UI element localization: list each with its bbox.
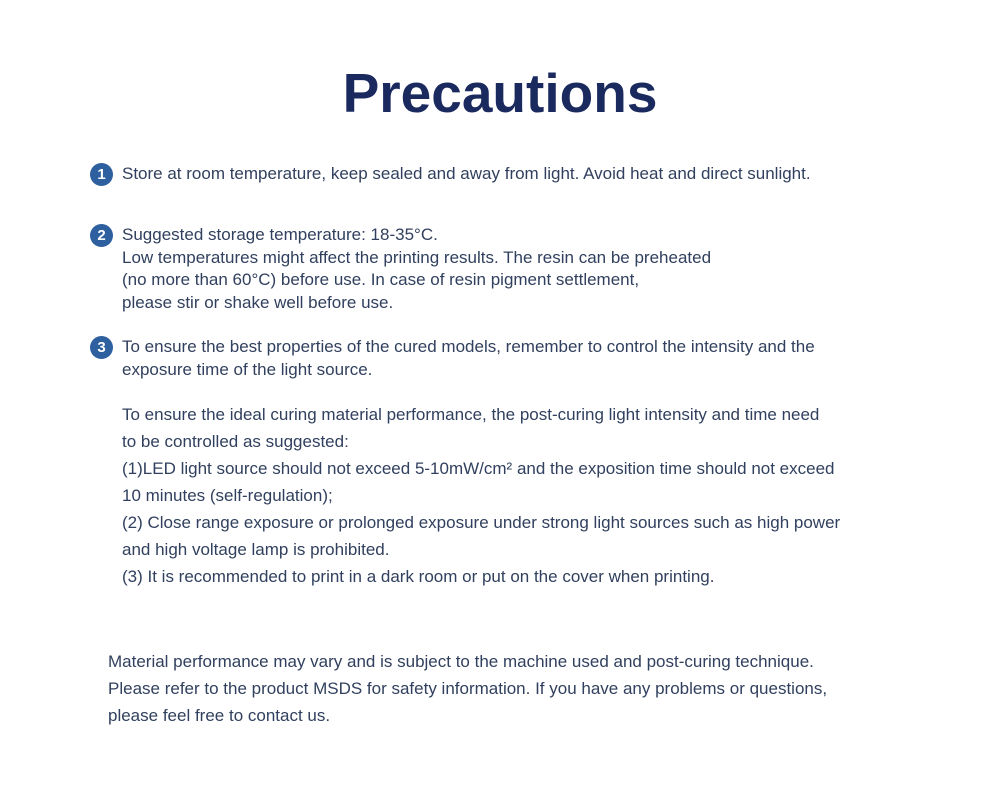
curing-note-line: 10 minutes (self-regulation);: [122, 486, 333, 505]
precautions-page: [0, 58, 1000, 800]
page-title: Precautions: [342, 62, 658, 124]
item-2-number-badge: 2: [90, 224, 113, 247]
item-3-line: To ensure the best properties of the cured models, remember to control the intensity and the: [122, 337, 815, 356]
item-3-number-badge: 3: [90, 336, 113, 359]
footer-note-paragraph: [108, 648, 1000, 729]
footer-note-line: Material performance may vary and is subject to the machine used and post-curing technique.: [108, 652, 814, 671]
curing-note-paragraph: [122, 401, 1000, 590]
item-2-text: [122, 224, 711, 314]
footer-note-line: please feel free to contact us.: [108, 706, 331, 725]
curing-note-line: and high voltage lamp is prohibited.: [122, 540, 390, 559]
curing-note-line: (1)LED light source should not exceed 5-10mW/cm² and the exposition time should not exceed: [122, 459, 835, 478]
curing-note-line: (3) It is recommended to print in a dark room or put on the cover when printing.: [122, 567, 715, 586]
precaution-item-1: [90, 163, 1000, 186]
item-1-text: [122, 163, 811, 186]
item-2-line: Low temperatures might affect the printing results. The resin can be preheated: [122, 247, 712, 267]
item-3-text: [122, 336, 815, 381]
item-3-line: exposure time of the light source.: [122, 359, 373, 379]
item-2-line: Suggested storage temperature: 18-35°C.: [122, 225, 438, 244]
item-2-line: please stir or shake well before use.: [122, 292, 394, 312]
precaution-item-2: [90, 224, 1000, 314]
item-2-line: (no more than 60°C) before use. In case of resin pigment settlement,: [122, 270, 640, 289]
footer-note-line: Please refer to the product MSDS for safety information. If you have any problems or questions,: [108, 679, 828, 698]
curing-note-line: To ensure the ideal curing material performance, the post-curing light intensity and time need: [122, 405, 820, 424]
precaution-item-3: [90, 336, 1000, 381]
item-1-number-badge: 1: [90, 163, 113, 186]
curing-note-line: to be controlled as suggested:: [122, 432, 349, 451]
item-1-line: Store at room temperature, keep sealed and away from light. Avoid heat and direct sunlight.: [122, 164, 811, 183]
curing-note-line: (2) Close range exposure or prolonged exposure under strong light sources such as high power: [122, 513, 841, 532]
